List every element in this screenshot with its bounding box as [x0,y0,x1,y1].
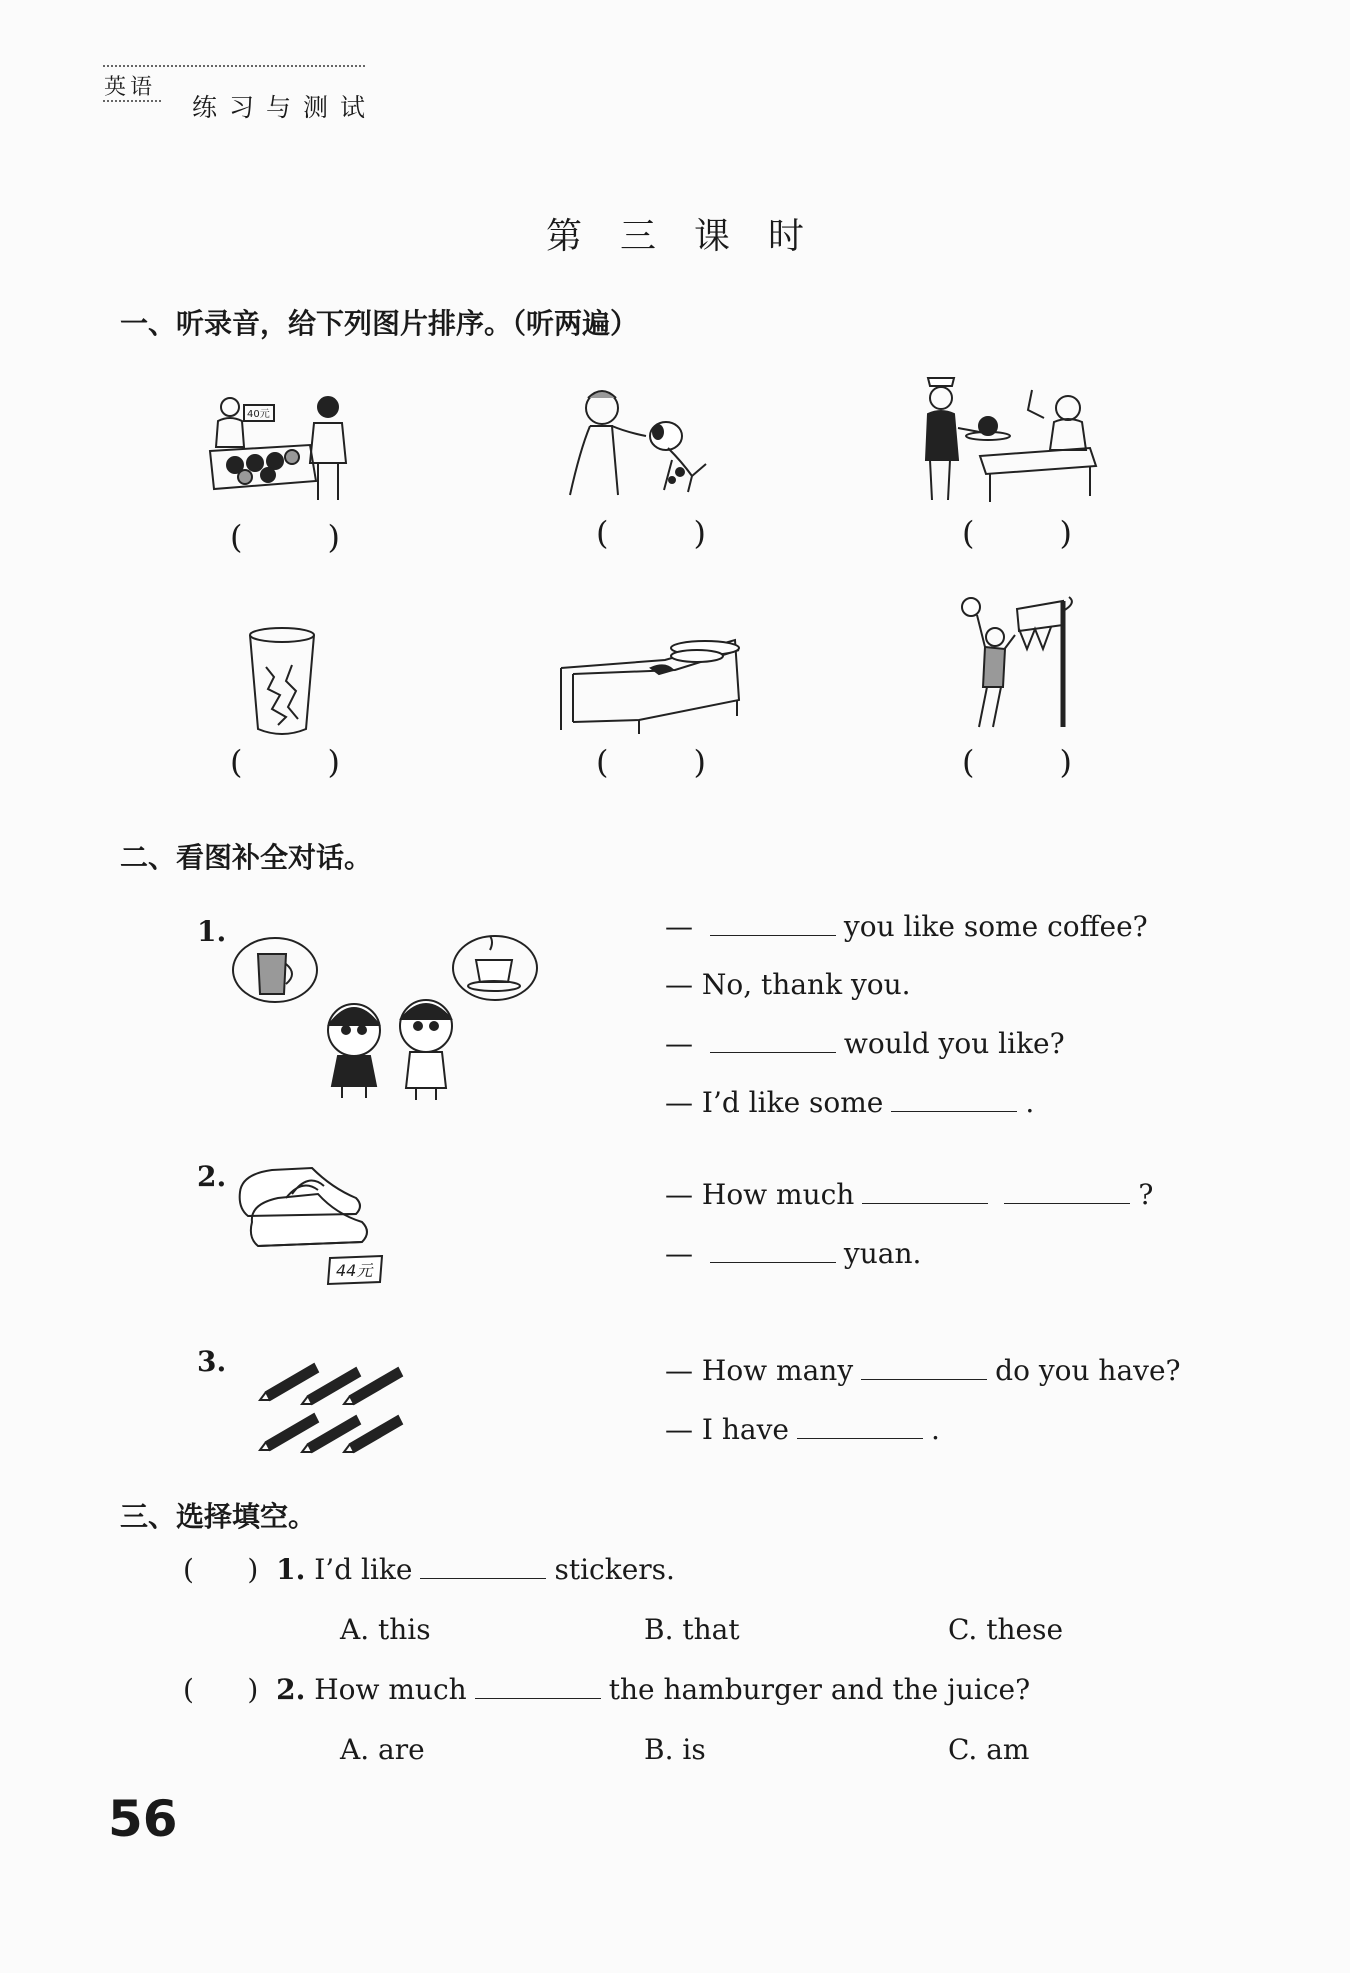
choice-paren-1[interactable]: ( ) [183,1553,259,1586]
dialog1-line4: — I’d like some . [665,1086,1035,1119]
answer-paren-2[interactable]: ( ) [596,514,706,552]
dialog1-number: 1. [197,915,227,948]
page-number: 56 [108,1790,178,1848]
choice-question-2: ( ) 2. How much the hamburger and the juice? [183,1673,1031,1706]
dialog2-number: 2. [197,1160,227,1193]
answer-paren-5[interactable]: ( ) [596,743,706,781]
q2-option-c[interactable]: C. am [948,1733,1030,1766]
dialog1-line3: — would you like? [665,1027,1065,1060]
kids-coffee-picture [230,930,540,1105]
choice-paren-2[interactable]: ( ) [183,1673,259,1706]
dialog2-blank2[interactable] [1004,1179,1130,1204]
glass-of-tea-picture [240,625,325,740]
answer-paren-1[interactable]: ( ) [230,518,340,556]
shoes-picture [232,1158,392,1288]
dialog3-blank1[interactable] [861,1355,987,1380]
q2-option-b[interactable]: B. is [644,1733,706,1766]
basketball-player-picture [955,595,1085,735]
dialog2-line2: — yuan. [665,1237,922,1270]
dialog1-blank2[interactable] [710,1028,836,1053]
dialog1-blank3[interactable] [891,1087,1017,1112]
waitress-serving-picture [920,370,1110,505]
header-book-title: 练习与测试 [192,93,378,122]
boy-with-dog-picture [560,380,730,500]
shopping-stall-picture [200,385,370,505]
q1-option-a[interactable]: A. this [340,1613,431,1646]
dialog3-blank2[interactable] [797,1414,923,1439]
section2-title: 二、看图补全对话。 [120,841,373,874]
q2-option-a[interactable]: A. are [340,1733,425,1766]
dialog1-line2: — No, thank you. [665,968,911,1001]
header-rule [103,65,365,67]
svg-text:40元: 40元 [247,409,270,420]
dialog1-blank1[interactable] [710,911,836,936]
section1-title: 一、听录音，给下列图片排序。（听两遍） [120,307,639,340]
choice-blank-2[interactable] [475,1674,601,1699]
dialog3-number: 3. [197,1345,227,1378]
q1-option-b[interactable]: B. that [644,1613,740,1646]
lesson-title: 第三课时 [545,216,842,257]
bed-picture [555,630,745,735]
pens-picture [258,1342,438,1454]
dialog2-blank3[interactable] [710,1238,836,1263]
dialog2-blank1[interactable] [862,1179,988,1204]
header-subject: 英语 [104,75,157,100]
q1-option-c[interactable]: C. these [948,1613,1064,1646]
dialog1-line1: — you like some coffee? [665,910,1148,943]
dialog2-line1: — How much ? [665,1178,1154,1211]
answer-paren-6[interactable]: ( ) [962,743,1072,781]
dialog3-line2: — I have . [665,1413,940,1446]
dialog3-line1: — How many do you have? [665,1354,1181,1387]
answer-paren-4[interactable]: ( ) [230,743,340,781]
svg-text:44元: 44元 [336,1261,373,1280]
section3-title: 三、选择填空。 [120,1500,317,1533]
answer-paren-3[interactable]: ( ) [962,514,1072,552]
choice-blank-1[interactable] [420,1554,546,1579]
header-subject-underline [103,100,161,102]
choice-question-1: ( ) 1. I’d like stickers. [183,1553,675,1586]
